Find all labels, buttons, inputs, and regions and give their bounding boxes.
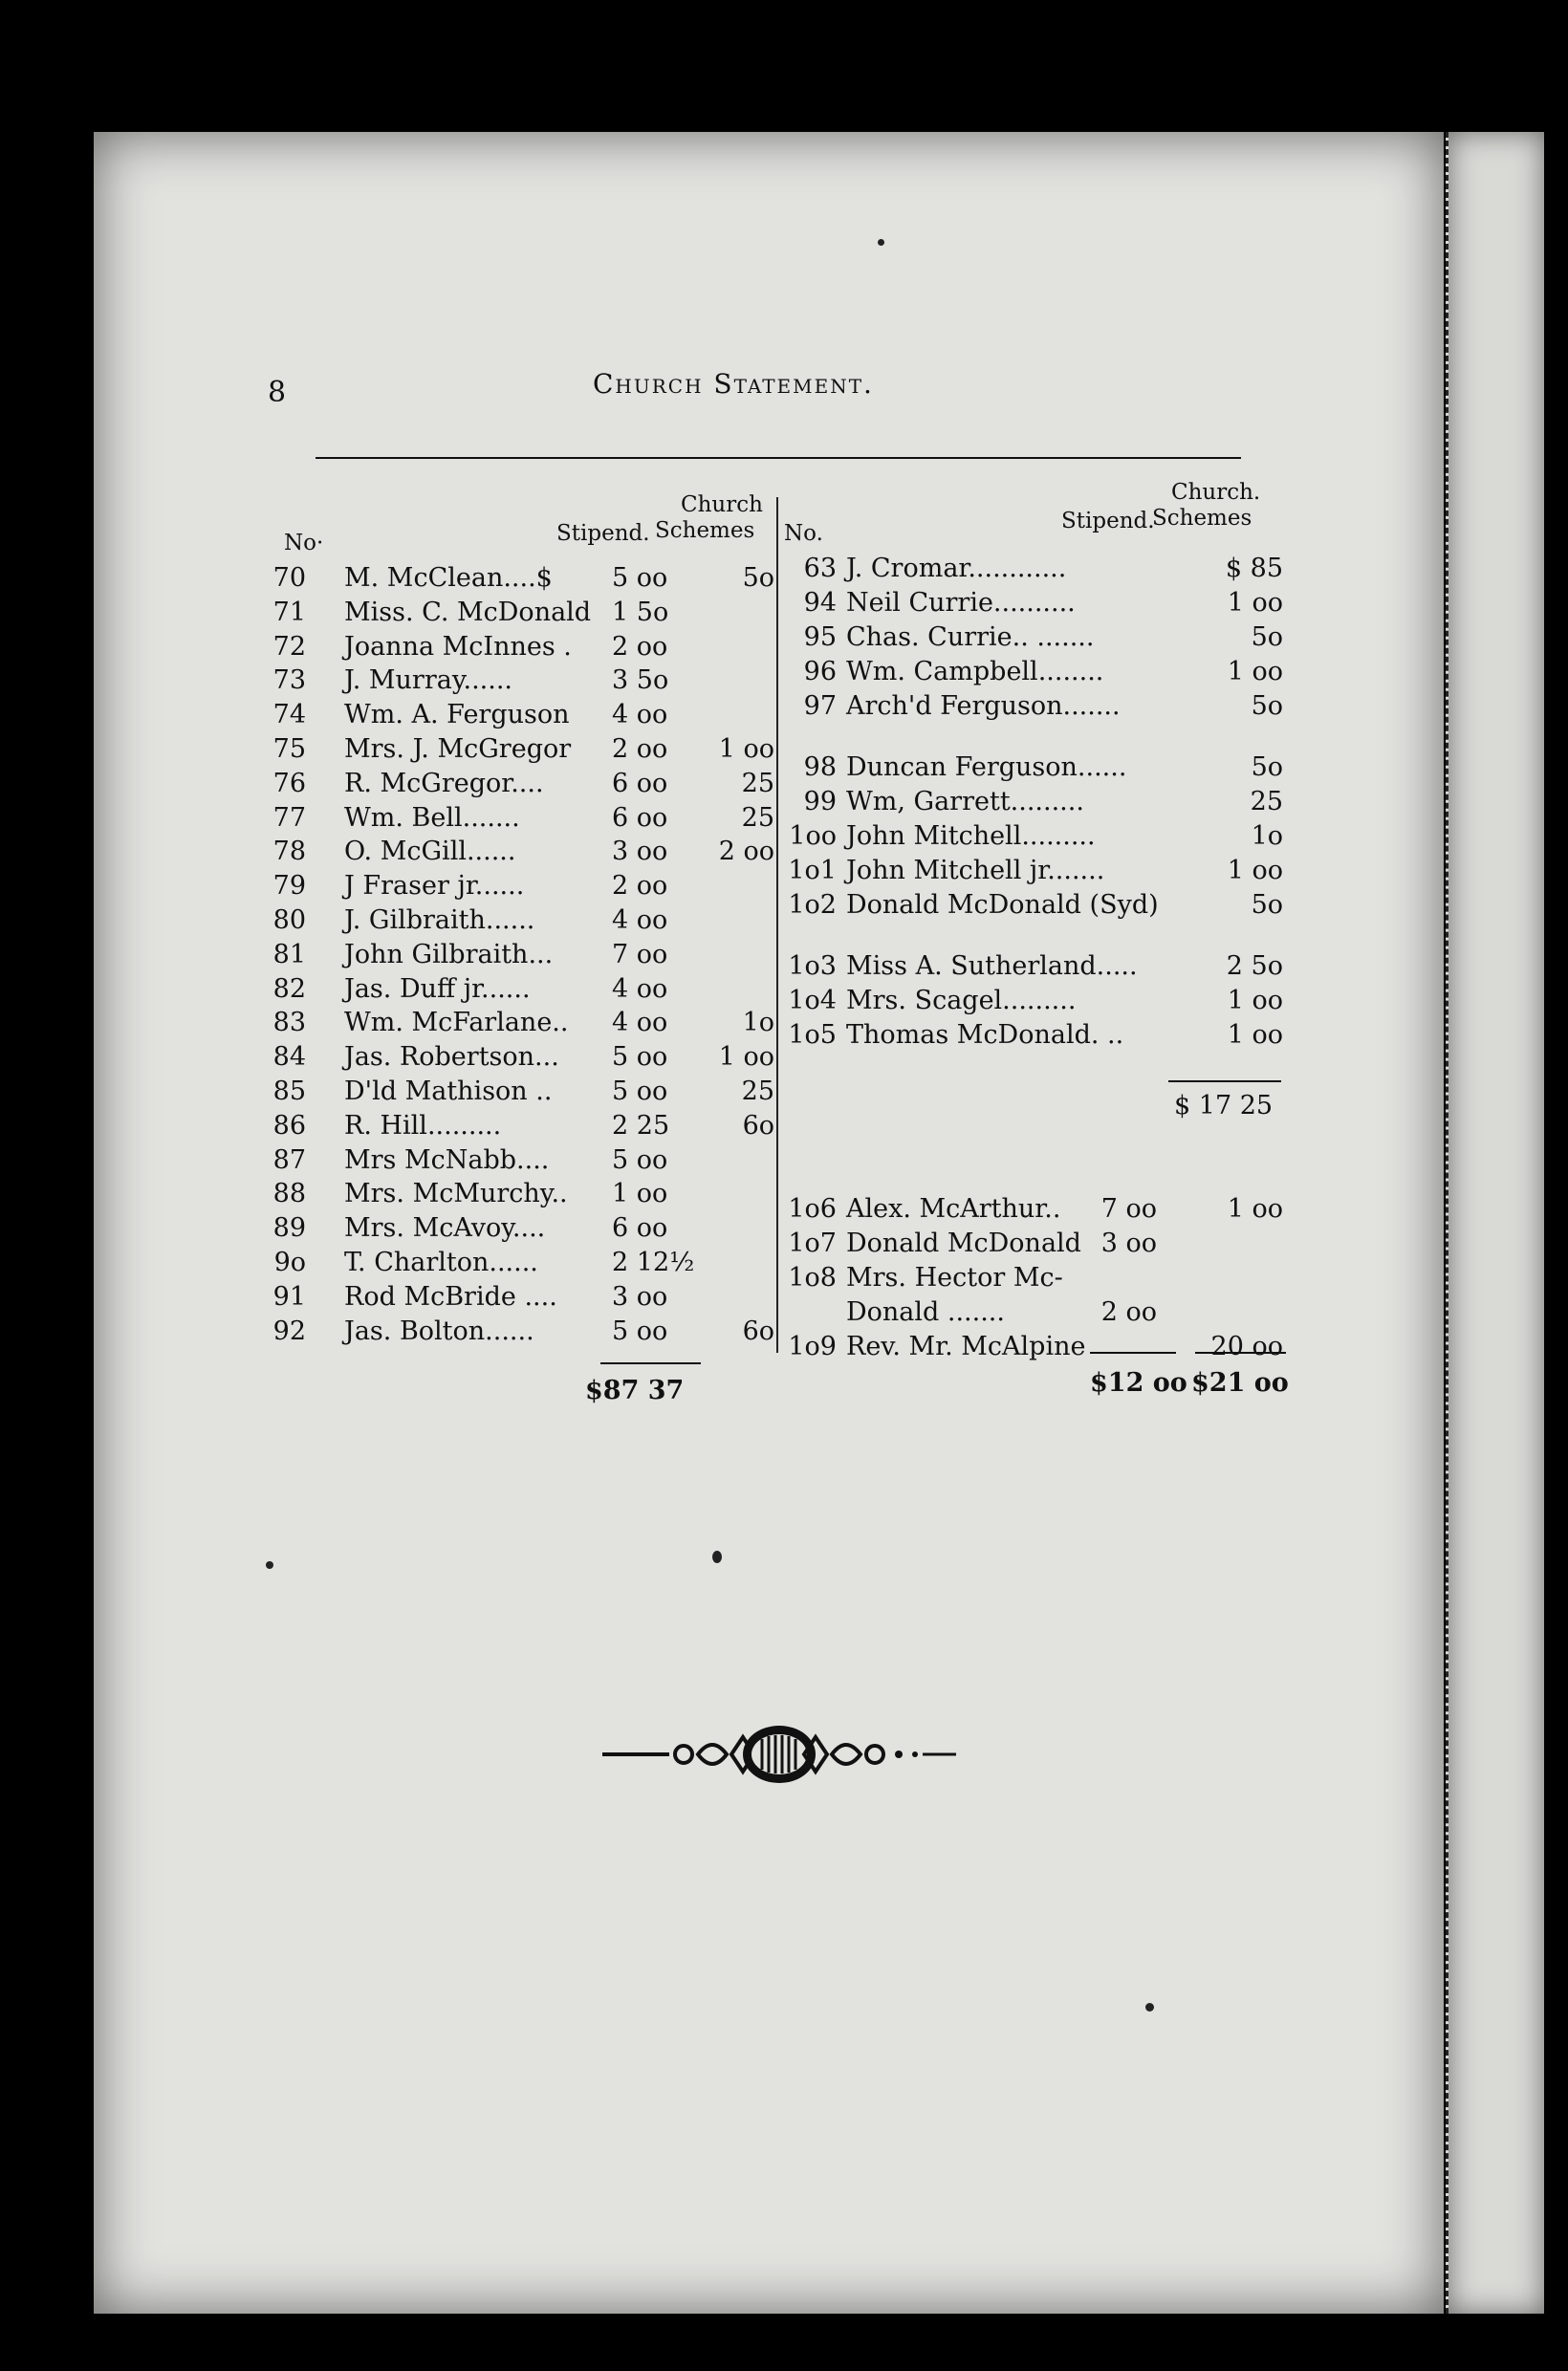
stipend-amount: 2 oo bbox=[612, 871, 668, 902]
church-schemes-amount: 5o bbox=[742, 563, 774, 593]
row-number: 74 bbox=[272, 700, 306, 730]
church-schemes-amount: 1 oo bbox=[1227, 856, 1283, 885]
row-number: 80 bbox=[272, 905, 306, 935]
church-schemes-amount: 25 bbox=[741, 1077, 774, 1106]
member-name: Jas. Robertson... bbox=[344, 1042, 559, 1073]
member-name: Wm. McFarlane.. bbox=[344, 1008, 569, 1038]
row-number: 82 bbox=[272, 973, 306, 1004]
row-number: 96 bbox=[803, 657, 837, 686]
stipend-amount: 2 25 bbox=[612, 1110, 670, 1141]
church-schemes-amount: 5o bbox=[1251, 752, 1283, 782]
member-name: John Mitchell jr....... bbox=[846, 856, 1105, 885]
stipend-amount: 5 oo bbox=[612, 1077, 668, 1106]
member-name: T. Charlton...... bbox=[344, 1248, 538, 1277]
church-schemes-amount: 1 oo bbox=[1227, 657, 1283, 686]
left-total-rule bbox=[600, 1362, 701, 1364]
row-number: 95 bbox=[803, 622, 837, 652]
church-schemes-amount: 1 oo bbox=[1227, 986, 1283, 1015]
row-number: 84 bbox=[272, 1042, 306, 1073]
member-name: Arch'd Ferguson....... bbox=[846, 691, 1121, 721]
member-name: J. Gilbraith...... bbox=[344, 905, 535, 935]
member-name: Mrs. McAvoy.... bbox=[344, 1213, 546, 1244]
row-number: 92 bbox=[272, 1316, 306, 1346]
right-subtotal: $ 17 25 bbox=[1174, 1091, 1274, 1120]
stipend-amount: 3 oo bbox=[612, 837, 668, 867]
church-schemes-amount: 1 oo bbox=[1227, 1194, 1283, 1224]
member-name: Miss. C. McDonald bbox=[344, 597, 592, 627]
stipend-amount: 5 oo bbox=[612, 563, 668, 593]
member-name: Donald McDonald (Syd) bbox=[846, 890, 1159, 920]
church-schemes-amount: 5o bbox=[1251, 691, 1283, 721]
col-header-no-right: No. bbox=[784, 521, 823, 546]
stipend-amount: 4 oo bbox=[612, 700, 668, 730]
stipend-amount: 1 5o bbox=[612, 597, 669, 627]
member-name: Wm, Garrett......... bbox=[846, 787, 1084, 816]
row-number: 75 bbox=[272, 734, 306, 764]
church-schemes-amount: 2 5o bbox=[1226, 951, 1283, 981]
member-name: Jas. Bolton...... bbox=[344, 1316, 534, 1346]
header-rule bbox=[316, 457, 1241, 459]
adjacent-page-edge bbox=[1446, 132, 1544, 2314]
row-number: 97 bbox=[803, 691, 837, 721]
church-schemes-amount: 5o bbox=[1251, 622, 1283, 652]
row-number: 63 bbox=[803, 554, 837, 583]
stipend-amount: 2 oo bbox=[612, 631, 668, 662]
member-name: Thomas McDonald. .. bbox=[846, 1020, 1124, 1050]
stipend-amount: 6 oo bbox=[612, 768, 668, 798]
row-number: 1o1 bbox=[788, 856, 837, 885]
member-name: Mrs. Scagel......... bbox=[846, 986, 1077, 1015]
stipend-amount: 7 oo bbox=[1100, 1194, 1157, 1224]
stipend-amount: 4 oo bbox=[612, 1008, 668, 1038]
member-name: Wm. Bell....... bbox=[344, 802, 520, 833]
row-number: 85 bbox=[272, 1077, 306, 1106]
row-number: 73 bbox=[272, 665, 306, 696]
row-number: 1oo bbox=[789, 821, 837, 851]
row-number: 86 bbox=[272, 1110, 306, 1141]
member-name: Rod McBride .... bbox=[344, 1281, 557, 1312]
stipend-amount: 4 oo bbox=[612, 973, 668, 1004]
row-number: 88 bbox=[272, 1179, 306, 1209]
stipend-amount: 5 oo bbox=[612, 1144, 668, 1175]
stipend-amount: 3 oo bbox=[612, 1281, 668, 1312]
scan-speck bbox=[712, 1551, 722, 1563]
member-name: Miss A. Sutherland..... bbox=[846, 951, 1138, 981]
member-name: Alex. McArthur.. bbox=[846, 1194, 1061, 1224]
stipend-amount: 4 oo bbox=[612, 905, 668, 935]
page-number: 8 bbox=[268, 376, 287, 409]
stipend-amount: 1 oo bbox=[612, 1179, 668, 1209]
church-schemes-amount: 1 oo bbox=[1227, 1020, 1283, 1050]
right-total-church-rule bbox=[1195, 1352, 1286, 1354]
col-header-church-left-1: Church bbox=[681, 492, 763, 517]
col-header-church-right-1: Church. bbox=[1171, 480, 1261, 505]
row-number: 94 bbox=[803, 588, 837, 618]
right-subtotal-rule bbox=[1168, 1080, 1281, 1082]
church-schemes-amount: 25 bbox=[1250, 787, 1283, 816]
member-name: O. McGill...... bbox=[344, 837, 516, 867]
row-number: 1o3 bbox=[788, 951, 837, 981]
church-schemes-amount: 5o bbox=[1251, 890, 1283, 920]
church-schemes-amount: 20 oo bbox=[1210, 1332, 1283, 1361]
row-number: 79 bbox=[272, 871, 306, 902]
member-name: Donald McDonald bbox=[846, 1229, 1081, 1258]
scan-speck bbox=[878, 239, 884, 246]
church-schemes-amount: 6o bbox=[742, 1316, 774, 1346]
col-header-stipend-left: Stipend. bbox=[556, 521, 650, 546]
church-schemes-amount: $ 85 bbox=[1225, 554, 1283, 583]
col-header-church-left-2: Schemes bbox=[655, 518, 755, 543]
member-name: Donald ....... bbox=[846, 1297, 1005, 1327]
row-number: 77 bbox=[272, 802, 306, 833]
row-number: 9o bbox=[273, 1248, 306, 1277]
decorative-ornament bbox=[598, 1716, 961, 1793]
row-number: 1o2 bbox=[788, 890, 837, 920]
stipend-amount: 5 oo bbox=[612, 1316, 668, 1346]
stipend-amount: 3 5o bbox=[612, 665, 669, 696]
row-number: 1o4 bbox=[788, 986, 837, 1015]
row-number: 1o6 bbox=[788, 1194, 837, 1224]
church-schemes-amount: 1o bbox=[742, 1008, 774, 1038]
member-name: Chas. Currie.. ....... bbox=[846, 622, 1095, 652]
page-title: Church Statement. bbox=[593, 368, 874, 400]
church-schemes-amount: 25 bbox=[741, 768, 774, 798]
member-name: J. Cromar............ bbox=[846, 554, 1067, 583]
row-number: 1o7 bbox=[788, 1229, 837, 1258]
row-number: 1o9 bbox=[788, 1332, 837, 1361]
church-schemes-amount: 6o bbox=[742, 1110, 774, 1141]
row-number: 1o8 bbox=[788, 1263, 837, 1293]
row-number: 91 bbox=[272, 1281, 306, 1312]
col-header-no-left: No· bbox=[284, 531, 324, 555]
member-name: M. McClean....$ bbox=[344, 563, 553, 593]
stipend-amount: 5 oo bbox=[612, 1042, 668, 1073]
row-number: 89 bbox=[272, 1213, 306, 1244]
col-header-church-right-2: Schemes bbox=[1152, 506, 1252, 531]
scan-speck bbox=[1145, 2003, 1154, 2012]
stipend-amount: 6 oo bbox=[612, 1213, 668, 1244]
row-number: 87 bbox=[272, 1144, 306, 1175]
member-name: Joanna McInnes . bbox=[344, 631, 572, 662]
member-name: Wm. A. Ferguson bbox=[344, 700, 570, 730]
stipend-amount: 7 oo bbox=[612, 939, 668, 969]
member-name: Wm. Campbell........ bbox=[846, 657, 1104, 686]
row-number: 72 bbox=[272, 631, 306, 662]
right-total-stipend-rule bbox=[1090, 1352, 1176, 1354]
stipend-amount: 2 oo bbox=[612, 734, 668, 764]
church-schemes-amount: 1 oo bbox=[1227, 588, 1283, 618]
church-schemes-amount: 1 oo bbox=[718, 734, 774, 764]
member-name: Neil Currie.......... bbox=[846, 588, 1076, 618]
row-number: 81 bbox=[272, 939, 306, 969]
row-number: 1o5 bbox=[788, 1020, 837, 1050]
member-name: J. Murray...... bbox=[344, 665, 513, 696]
church-schemes-amount: 1 oo bbox=[718, 1042, 774, 1073]
row-number: 76 bbox=[272, 768, 306, 798]
right-total-church: $21 oo bbox=[1191, 1368, 1289, 1398]
stipend-amount: 2 oo bbox=[1100, 1297, 1157, 1327]
row-number: 83 bbox=[272, 1008, 306, 1038]
row-number: 98 bbox=[803, 752, 837, 782]
row-number: 70 bbox=[272, 563, 306, 593]
member-name: John Gilbraith... bbox=[344, 939, 554, 969]
church-schemes-amount: 25 bbox=[741, 802, 774, 833]
stipend-amount: 6 oo bbox=[612, 802, 668, 833]
member-name: Mrs McNabb.... bbox=[344, 1144, 550, 1175]
row-number: 71 bbox=[272, 597, 306, 627]
member-name: R. Hill......... bbox=[344, 1110, 502, 1141]
left-total: $87 37 bbox=[585, 1376, 685, 1405]
member-name: Rev. Mr. McAlpine bbox=[846, 1332, 1086, 1361]
member-name: D'ld Mathison .. bbox=[344, 1077, 553, 1106]
member-name: Mrs. Hector Mc- bbox=[846, 1263, 1063, 1293]
member-name: John Mitchell......... bbox=[846, 821, 1096, 851]
row-number: 78 bbox=[272, 837, 306, 867]
stipend-amount: 2 12½ bbox=[612, 1248, 695, 1277]
church-schemes-amount: 1o bbox=[1251, 821, 1283, 851]
scan-speck bbox=[266, 1561, 273, 1569]
member-name: Jas. Duff jr...... bbox=[344, 973, 531, 1004]
member-name: Mrs. J. McGregor bbox=[344, 734, 572, 764]
member-name: J Fraser jr...... bbox=[344, 871, 525, 902]
stipend-amount: 3 oo bbox=[1100, 1229, 1157, 1258]
right-total-stipend: $12 oo bbox=[1090, 1368, 1187, 1398]
member-name: Mrs. McMurchy.. bbox=[344, 1179, 568, 1209]
col-header-stipend-right: Stipend. bbox=[1061, 509, 1155, 533]
member-name: Duncan Ferguson...... bbox=[846, 752, 1127, 782]
row-number: 99 bbox=[803, 787, 837, 816]
church-schemes-amount: 2 oo bbox=[718, 837, 774, 867]
member-name: R. McGregor.... bbox=[344, 768, 544, 798]
